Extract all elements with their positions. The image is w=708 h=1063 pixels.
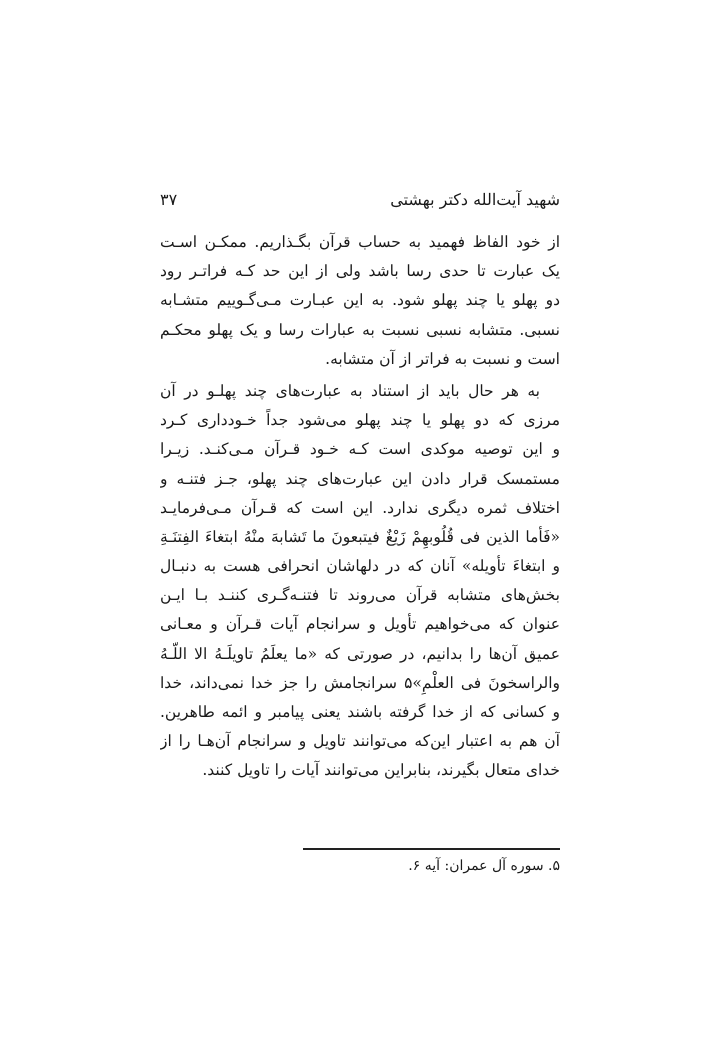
running-title: شهید آیت‌الله دکتر بهشتی — [390, 190, 560, 209]
text-line: و این توصیه موکدی است کـه خـود قـرآن مـی‌کنـد. زیـرا — [160, 440, 560, 459]
page-header — [160, 190, 560, 218]
body-text — [160, 228, 560, 786]
text-line: از خود الفاظ فهمید به حساب قرآن بگـذاریم. ممکـن اسـت — [160, 233, 560, 251]
text-line: بخش‌های متشابه قرآن می‌روند تا فتنـه‌گـری کننـد بـا ایـن — [160, 586, 560, 605]
text-line: عمیق آن‌ها را بدانیم، در صورتی که «ما یعلَمُ تاویلَـهُ الا اللّـهُ — [160, 644, 560, 663]
text-line: والراسخونَ فی العلْمِ»۵ سرانجامش را جز خدا نمی‌داند، خدا — [160, 673, 560, 692]
text-line: و ابتغاءَ تأویله» آنان که در دلهاشان انحرافی هست به دنبـال — [160, 557, 560, 576]
text-line: اختلاف ثمره دیگری ندارد. این است که قـرآن مـی‌فرمایـد — [160, 498, 560, 517]
text-line: مستمسک قرار دادن این عبارت‌های چند پهلو، جـز فتنـه و — [160, 469, 560, 488]
footnote-divider — [303, 848, 560, 850]
footnote: ۵. سوره آل عمران: آیه ۶. — [408, 858, 560, 874]
page-number: ۳۷ — [160, 190, 178, 209]
text-line: یک عبارت تا حدی رسا باشد ولی از این حد کـه فراتـر رود — [160, 262, 560, 281]
text-line: مرزی که دو پهلو یا چند پهلو می‌شود جداً خـودداری کـرد — [160, 411, 560, 430]
text-line: به هر حال باید از استناد به عبارت‌های چند پهلـو در آن — [160, 381, 540, 400]
text-line: است و نسبت به فراتر از آن متشابه. — [325, 349, 560, 368]
text-line: عنوان که می‌خواهیم تأویل و سرانجام آیات قـرآن و معـانی — [160, 615, 560, 634]
quran-verse-line: «فَأما الذین فی قُلُوبهِمْ زَیْغٌ فیتبعونَ ما تَشابهَ منْهُ ابتغاءَ الفِتنَـةِ — [160, 527, 560, 546]
text-line: خدای متعال بگیرند، بنابراین می‌توانند آیات را تاویل کنند. — [202, 761, 560, 780]
text-line: نسبی. متشابه نسبی نسبت به عبارات رسا و یک پهلو محکـم — [160, 320, 560, 339]
text-line: دو پهلو یا چند پهلو شود. به این عبـارت مـی‌گـوییم متشـابه — [160, 291, 560, 310]
text-line: آن هم به اعتبار این‌که می‌توانند تاویل و سرانجام آن‌هـا را از — [160, 732, 560, 751]
text-line: و کسانی که از خدا گرفته باشند یعنی پیامبر و ائمه طاهرین. — [160, 703, 560, 721]
